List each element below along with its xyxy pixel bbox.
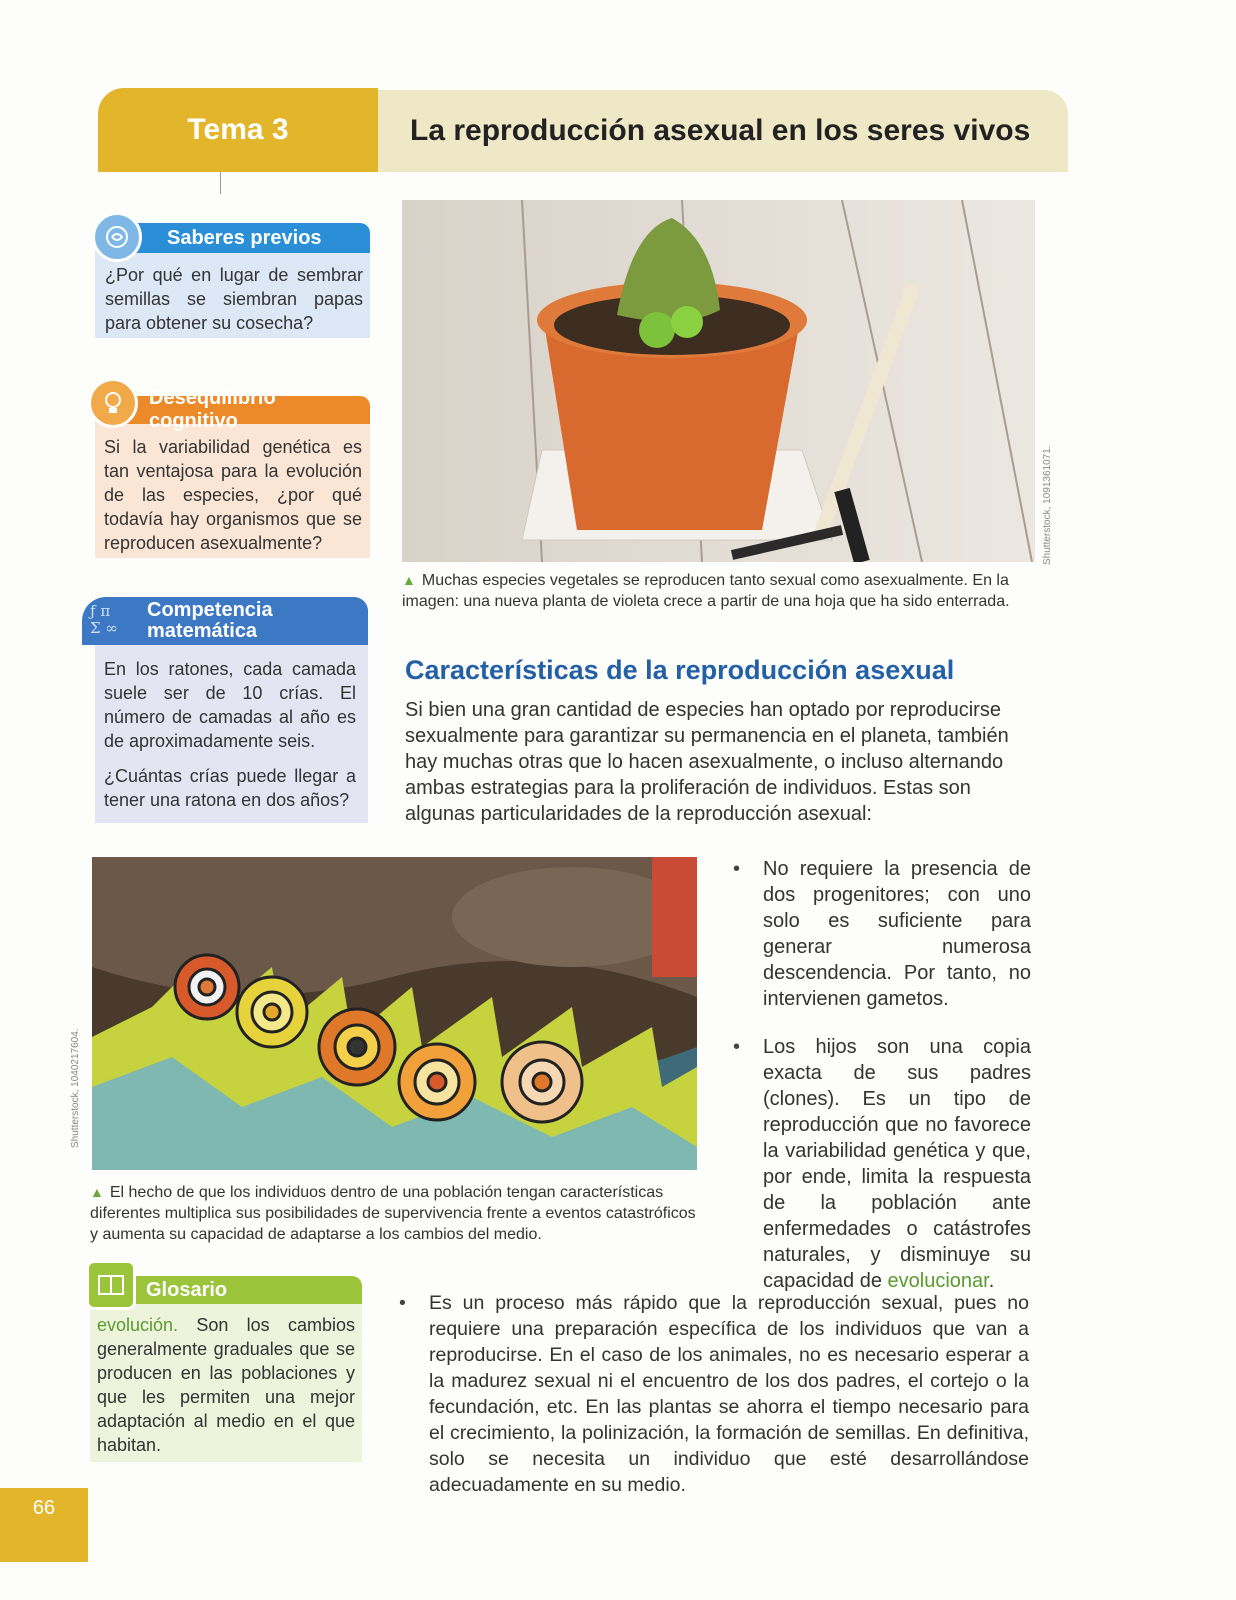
evolucionar-link[interactable]: evolucionar bbox=[887, 1270, 989, 1292]
bullet-item bbox=[733, 1034, 1031, 1294]
bullet-text-2: Los hijos son una copia exacta de sus padres (clones). Es un tipo de reproducción que no favorece la variabilidad genética y que, por ende, limita la respuesta de la población ante enfermedades o catástrofes naturales, y disminuye su capacidad de bbox=[763, 1036, 1031, 1292]
plant-photo-credit: Shutterstock, 1091361071. bbox=[1042, 445, 1053, 565]
competencia-text2: ¿Cuántas crías puede llegar a tener una ratona en dos años? bbox=[104, 766, 356, 810]
competencia-text1: En los ratones, cada camada suele ser de 10 crías. El número de camadas al año es de aproximadamente seis. bbox=[104, 659, 356, 751]
glosario-header bbox=[100, 1276, 362, 1304]
caption-triangle-icon: ▲ bbox=[402, 572, 416, 588]
page-number: 66 bbox=[32, 1496, 56, 1519]
bullet-list-right bbox=[733, 856, 1031, 1310]
glosario-term: evolución. bbox=[97, 1315, 179, 1335]
caption-triangle-icon: ▲ bbox=[90, 1184, 104, 1200]
competencia-title-line2: matemática bbox=[147, 620, 258, 642]
snails-photo bbox=[92, 857, 697, 1170]
snails-photo-credit: Shutterstock, 1040217604. bbox=[70, 1028, 81, 1148]
glosario-text bbox=[97, 1313, 355, 1457]
desequilibrio-title: Desequilibrio cognitivo bbox=[149, 387, 276, 432]
plant-photo bbox=[402, 200, 1035, 562]
tema-label: Tema 3 bbox=[187, 113, 289, 146]
desequilibrio-header bbox=[112, 387, 370, 432]
lightbulb-icon bbox=[88, 378, 138, 428]
plant-caption-text: Muchas especies vegetales se reproducen tanto sexual como asexualmente. En la imagen: una nueva planta de violeta crece a partir de una hoja que ha sido enterrada. bbox=[402, 572, 1010, 610]
section-title: Características de la reproducción asexual bbox=[405, 655, 955, 685]
plant-photo-caption bbox=[402, 570, 1042, 612]
bullet-item bbox=[733, 856, 1031, 1012]
divider bbox=[220, 172, 221, 194]
competencia-title-line1: Competencia bbox=[147, 599, 273, 621]
brain-icon bbox=[92, 212, 142, 262]
saberes-title: Saberes previos bbox=[167, 226, 322, 249]
glosario-definition: Son los cambios generalmente graduales que se producen en las poblaciones y que les permiten una mejor adaptación al medio en el que habitan. bbox=[97, 1315, 355, 1455]
snails-photo-caption bbox=[90, 1182, 700, 1245]
bullet-text-2-end: . bbox=[988, 1270, 995, 1292]
bullet-list-bottom bbox=[399, 1290, 1029, 1514]
book-icon bbox=[86, 1260, 136, 1310]
saberes-header bbox=[112, 223, 370, 253]
snails-caption-text: El hecho de que los individuos dentro de una población tengan características diferentes multiplica sus posibilidades de supervivencia frente a eventos catastróficos y aumenta su capacidad de adaptarse a los cambios del medio. bbox=[90, 1184, 696, 1243]
bullet-text-1: No requiere la presencia de dos progenitores; con uno solo es suficiente para generar numerosa descendencia. Por tanto, no intervienen gametos. bbox=[763, 858, 1031, 1010]
glosario-title: Glosario bbox=[146, 1278, 228, 1301]
bullet-text-3: Es un proceso más rápido que la reproducción sexual, pues no requiere una preparación específica de los individuos que van a reproducirse. En el caso de los animales, no es necesario esperar a la madurez sexual ni el encuentro de los dos padres, el cortejo o la fecundación, etc. En las plantas se ahorra el tiempo necesario para el crecimiento, la polinización, la formación de semillas. En definitiva, solo se necesita un individuo que esté desarrollándose adecuadamente en su medio. bbox=[429, 1292, 1029, 1496]
saberes-text: ¿Por qué en lugar de sembrar semillas se siembran papas para obtener su cosecha? bbox=[105, 265, 363, 333]
section-intro: Si bien una gran cantidad de especies han optado por reproducirse sexualmente para garantizar su permanencia en el planeta, también hay muchas otras que lo hacen asexualmente, o incluso alternando ambas estrategias para la proliferación de individuos. Estas son algunas particularidades de la reproducción asexual: bbox=[405, 699, 1009, 825]
competencia-title bbox=[147, 600, 273, 642]
math-symbols-icon: ƒ π Σ ∞ bbox=[90, 602, 118, 637]
page-title: La reproducción asexual en los seres vivos bbox=[410, 114, 1031, 147]
bullet-item bbox=[399, 1290, 1029, 1498]
desequilibrio-text: Si la variabilidad genética es tan ventajosa para la evolución de las especies, ¿por qué todavía hay organismos que se reproducen asexualmente? bbox=[104, 437, 362, 553]
